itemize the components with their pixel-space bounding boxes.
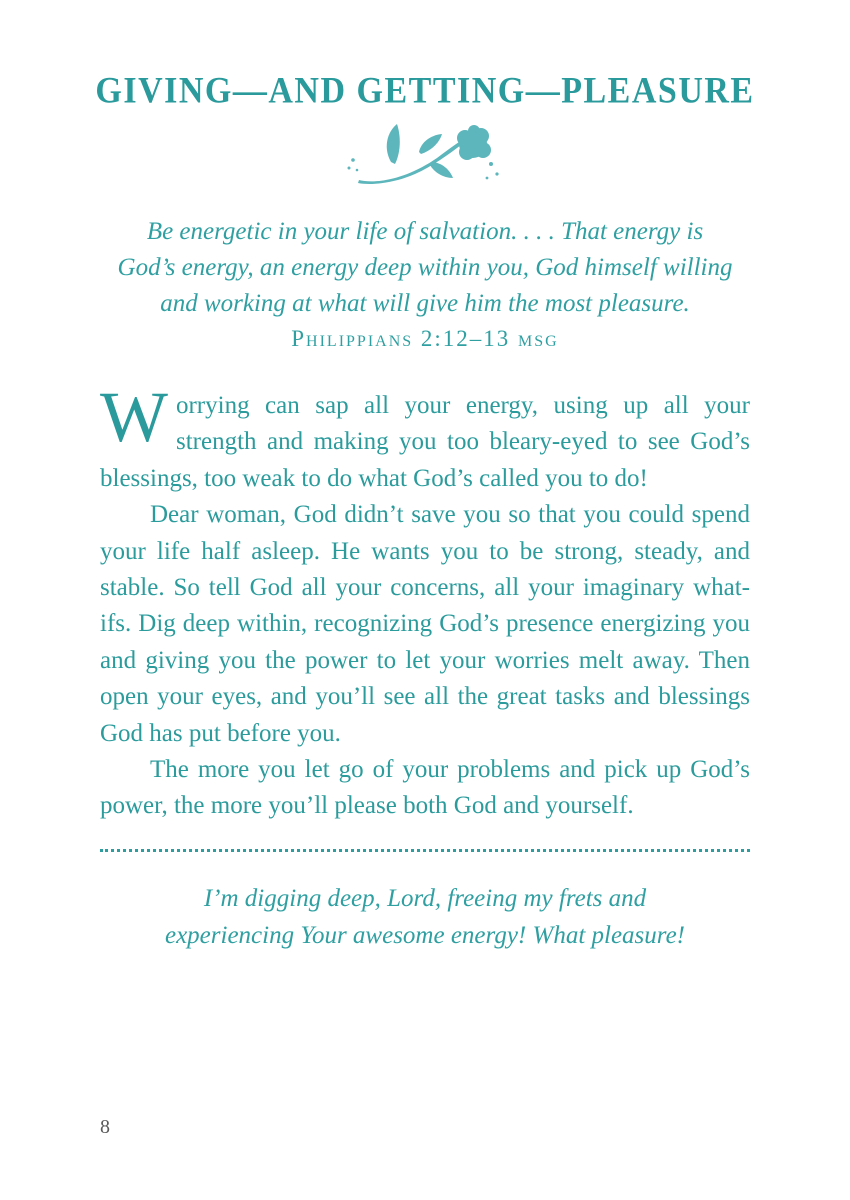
- paragraph-1: [100, 377, 750, 497]
- prayer-text: [80, 880, 770, 954]
- paragraph-2: Dear woman, God didn’t save you so that you could spend your life half asleep. He wants you to be strong, steady, and stable. So tell God all your concerns, all your imaginary what-ifs. Dig deep within, recognizing God’s presence energizing you and giving you the power to let your worries melt away. Then open your eyes, and you’ll see all the great tasks and blessings God has put before you.: [100, 501, 750, 747]
- ornament-container: [0, 118, 850, 188]
- drop-cap: W: [100, 377, 168, 457]
- scripture-line: Be energetic in your life of salvation. . . . That energy is: [146, 218, 704, 245]
- scripture-line: and working at what will give him the most pleasure.: [160, 290, 690, 317]
- dotted-divider: [100, 849, 750, 852]
- prayer-line: experiencing Your awesome energy! What pleasure!: [164, 921, 686, 949]
- scripture-reference: Philippians 2:12–13 msg: [291, 326, 559, 351]
- page-title: GIVING—AND GETTING—PLEASURE: [95, 71, 755, 112]
- page-number: 8: [100, 1116, 110, 1138]
- prayer-line: I’m digging deep, Lord, freeing my frets and: [203, 884, 647, 912]
- devotional-body: [100, 377, 750, 825]
- paragraph-3: The more you let go of your problems and pick up God’s power, the more you’ll please both God and yourself.: [100, 756, 750, 820]
- rose-sprig-icon: [345, 118, 505, 188]
- scripture-quote: [80, 214, 770, 322]
- paragraph-1-text: orrying can sap all your energy, using up all your strength and making you too bleary-eyed to see God’s blessings, too weak to do what God’s called you to do!: [100, 392, 750, 492]
- scripture-line: God’s energy, an energy deep within you, God himself willing: [117, 254, 733, 281]
